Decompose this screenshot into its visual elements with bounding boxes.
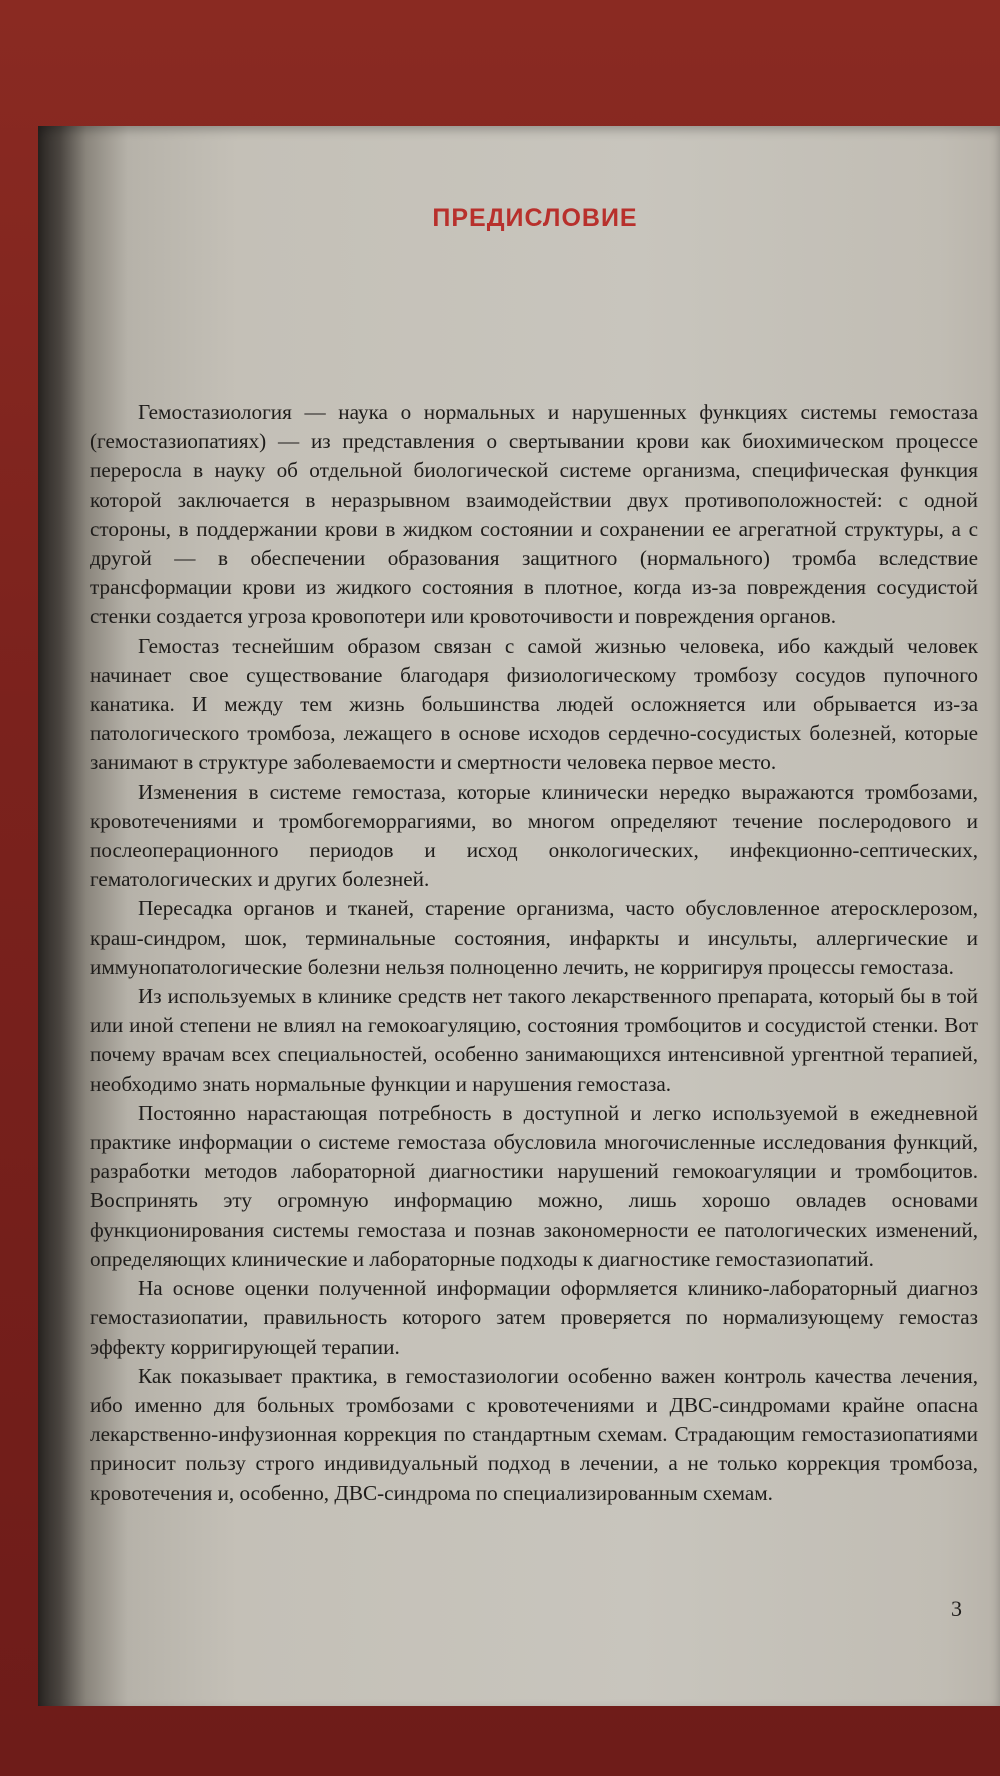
paragraph: Гемостаз теснейшим образом связан с самой жизнью человека, ибо каждый человек начинает свое существование благодаря физиологическому тромбозу сосудов пупочного канатика. И между тем жизнь большинства людей осложняется или обрывается из-за патологического тромбоза, лежащего в основе исходов сердечно-сосудистых болезней, которые занимают в структуре заболеваемости и смертности человека первое место.	[90, 633, 978, 775]
page-number: 3	[951, 1596, 962, 1621]
page-title: ПРЕДИСЛОВИЕ	[432, 204, 638, 232]
paragraph: Гемостазиология — наука о нормальных и нарушенных функциях системы гемостаза (гемостазиопатиях) — из представления о свертывании крови как биохимическом процессе переросла в науку об отдельной биологической системе организма, специфическая функция которой заключается в неразрывном взаимодействии двух противоположностей: с одной стороны, в поддержании крови в жидком состоянии и сохранении ее агрегатной структуры, а с другой — в обеспечении образования защитного (нормального) тромба вследствие трансформации крови из жидкого состояния в плотное, когда из-за повреждения сосудистой стенки создается угроза кровопотери или кровоточивости и повреждения органов.	[90, 400, 978, 629]
paragraph: Из используемых в клинике средств нет такого лекарственного препарата, который бы в той или иной степени не влиял на гемокоагуляцию, состояния тромбоцитов и сосудистой стенки. Вот почему врачам всех специальностей, особенно занимающихся интенсивной ургентной терапией, необходимо знать нормальные функции и нарушения гемостаза.	[90, 984, 978, 1096]
paragraph: Изменения в системе гемостаза, которые клинически нередко выражаются тромбозами, кровотечениями и тромбогеморрагиями, во многом определяют течение послеродового и послеоперационного периодов и исход онкологических, инфекционно-септических, гематологических и других болезней.	[90, 779, 978, 892]
paragraph: На основе оценки полученной информации оформляется клинико-лабораторный диагноз гемостазиопатии, правильность которого затем проверяется по нормализующему гемостаз эффекту корригирующей терапии.	[90, 1276, 978, 1359]
paragraph: Пересадка органов и тканей, старение организма, часто обусловленное атеросклерозом, краш-синдром, шок, терминальные состояния, инфаркты и инсульты, аллергические и иммунопатологические болезни нельзя полноценно лечить, не корригируя процессы гемостаза.	[90, 896, 978, 979]
book-page	[38, 126, 1000, 1706]
body-text	[90, 398, 978, 1508]
paragraph: Постоянно нарастающая потребность в доступной и легко используемой в ежедневной практике информации о системе гемостаза обусловила многочисленные исследования функций, разработки методов лабораторной диагностики нарушений гемокоагуляции и тромбоцитов. Воспринять эту огромную информацию можно, лишь хорошо овладев основами функционирования системы гемостаза и познав закономерности ее патологических изменений, определяющих клинические и лабораторные подходы к диагностике гемостазиопатий.	[90, 1100, 978, 1271]
paragraph: Как показывает практика, в гемостазиологии особенно важен контроль качества лечения, ибо именно для больных тромбозами с кровотечениями и ДВС-синдромами крайне опасна лекарственно-инфузионная коррекция по стандартным схемам. Страдающим гемостазиопатиями приносит пользу строго индивидуальный подход в лечении, а не только коррекция тромбоза, кровотечения и, особенно, ДВС-синдрома по специализированным схемам.	[90, 1363, 978, 1505]
page-content	[90, 126, 980, 1706]
